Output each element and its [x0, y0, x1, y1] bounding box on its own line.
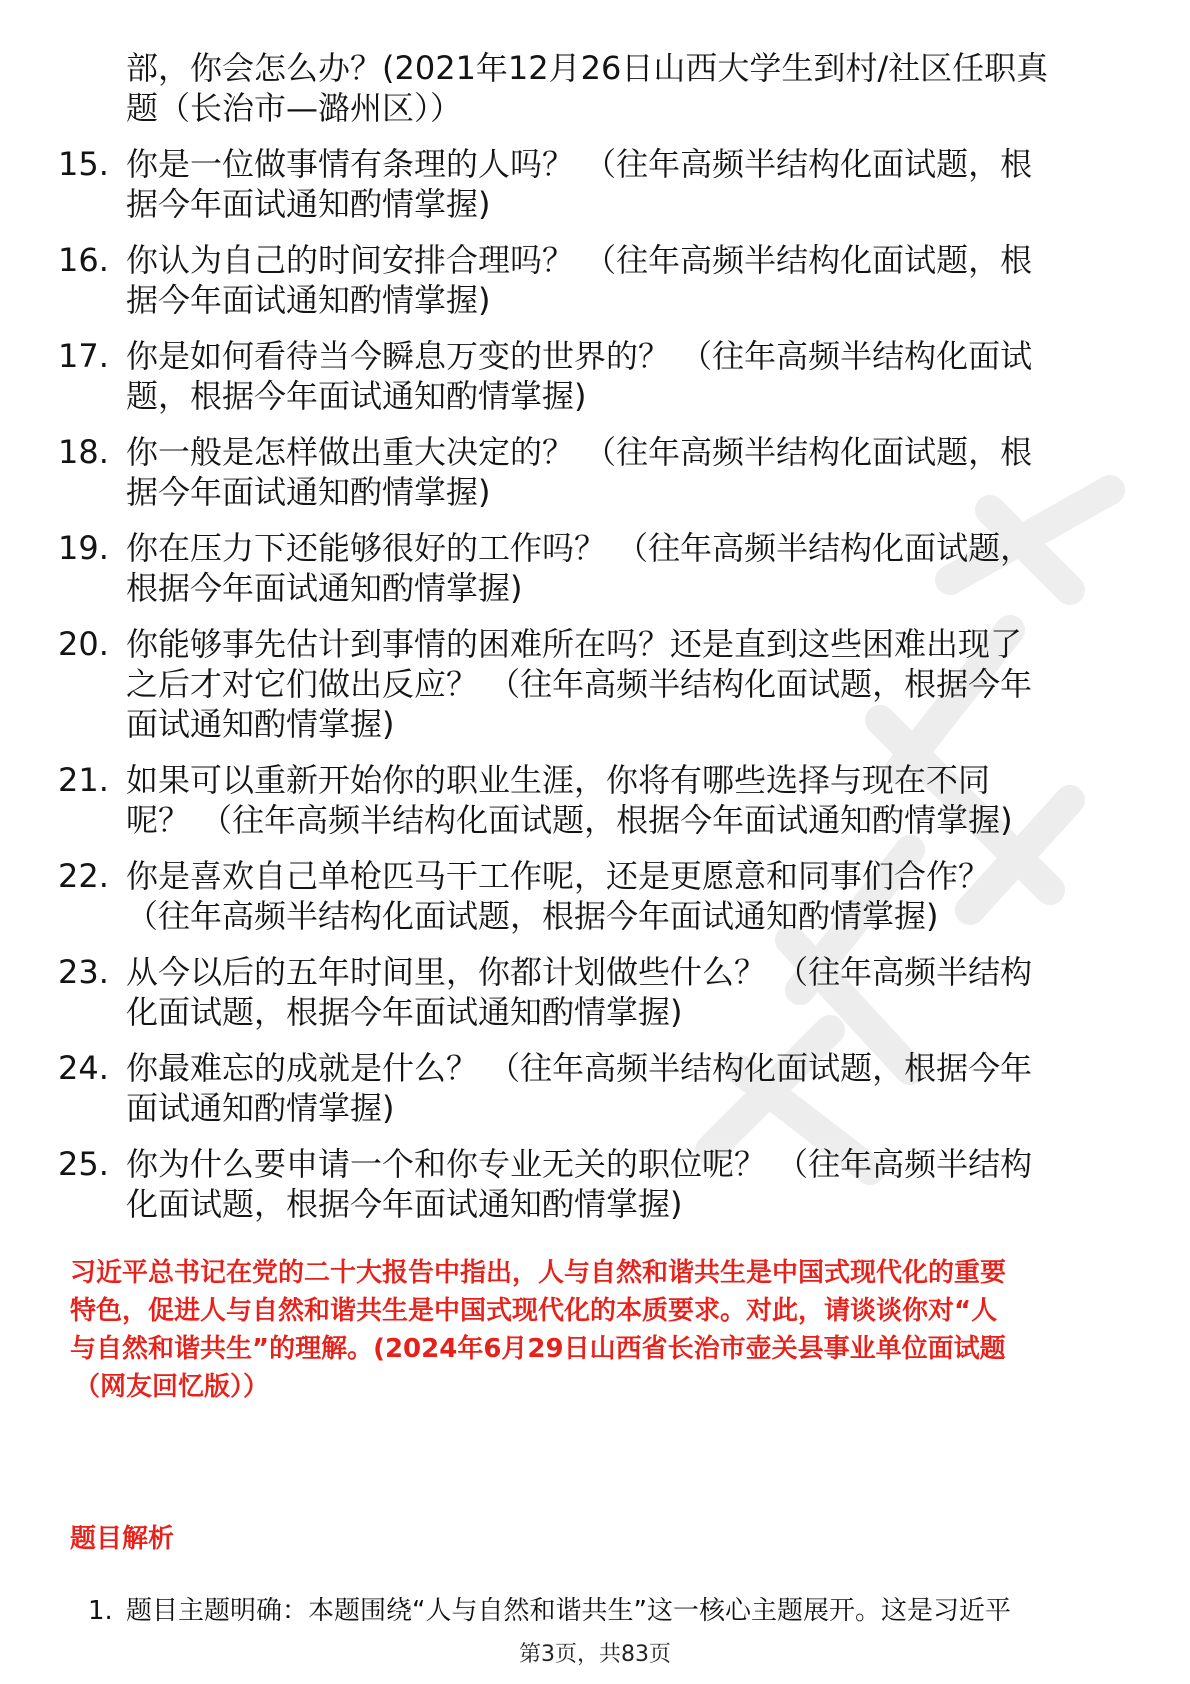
question-number: 20.	[58, 625, 109, 663]
question-text-line: 如果可以重新开始你的职业生涯，你将有哪些选择与现在不同	[126, 761, 991, 799]
question-text-line: 根据今年面试通知酌情掌握)	[126, 569, 523, 607]
question-text-line: 据今年面试通知酌情掌握)	[126, 473, 491, 511]
question-text-line: 题（长治市—潞州区））	[126, 89, 463, 127]
question-text-line: 你一般是怎样做出重大决定的？ （往年高频半结构化面试题，根	[126, 433, 1033, 471]
question-text-line: 你认为自己的时间安排合理吗？ （往年高频半结构化面试题，根	[126, 241, 1033, 279]
analysis-item-number: 1.	[88, 1596, 113, 1626]
question-number: 22.	[58, 857, 109, 895]
analysis-title: 题目解析	[70, 1524, 175, 1554]
analysis-item-text: 题目主题明确：本题围绕“人与自然和谐共生”这一核心主题展开。这是习近平	[126, 1596, 1011, 1626]
question-number: 21.	[58, 761, 109, 799]
question-text-line: 部，你会怎么办？(2021年12月26日山西大学生到村/社区任职真	[126, 49, 1049, 87]
page-footer: 第3页，共83页	[519, 1642, 671, 1667]
question-text-line: 你在压力下还能够很好的工作吗？ （往年高频半结构化面试题，	[126, 529, 1033, 567]
question-text-line: 之后才对它们做出反应？ （往年高频半结构化面试题，根据今年	[126, 665, 1033, 703]
question-text-line: 你能够事先估计到事情的困难所在吗？还是直到这些困难出现了	[126, 625, 1023, 663]
question-text-line: 你为什么要申请一个和你专业无关的职位呢？ （往年高频半结构	[126, 1145, 1033, 1183]
question-text-line: 据今年面试通知酌情掌握)	[126, 185, 491, 223]
question-text-line: 面试通知酌情掌握)	[126, 705, 395, 743]
question-number: 19.	[58, 529, 109, 567]
question-text-line: 你最难忘的成就是什么？ （往年高频半结构化面试题，根据今年	[126, 1049, 1033, 1087]
question-text-line: 题，根据今年面试通知酌情掌握)	[126, 377, 587, 415]
question-text-line: 你是喜欢自己单枪匹马干工作呢，还是更愿意和同事们合作？	[126, 857, 991, 895]
question-text-line: 你是一位做事情有条理的人吗？ （往年高频半结构化面试题，根	[126, 145, 1033, 183]
question-number: 24.	[58, 1049, 109, 1087]
question-text-line: 从今以后的五年时间里，你都计划做些什么？ （往年高频半结构	[126, 953, 1033, 991]
question-text-line: 面试通知酌情掌握)	[126, 1089, 395, 1127]
question-number: 18.	[58, 433, 109, 471]
question-text-line: 据今年面试通知酌情掌握)	[126, 281, 491, 319]
highlight-text-line: 与自然和谐共生”的理解。(2024年6月29日山西省长治市壶关县事业单位面试题	[70, 1334, 1006, 1364]
question-number: 16.	[58, 241, 109, 279]
question-number: 25.	[58, 1145, 109, 1183]
question-number: 17.	[58, 337, 109, 375]
question-text-line: 化面试题，根据今年面试通知酌情掌握)	[126, 1185, 683, 1223]
question-text-line: 你是如何看待当今瞬息万变的世界的？ （往年高频半结构化面试	[126, 337, 1033, 375]
question-text-line: 呢？ （往年高频半结构化面试题，根据今年面试通知酌情掌握)	[126, 801, 1013, 839]
question-text-line: （往年高频半结构化面试题，根据今年面试通知酌情掌握)	[126, 897, 939, 935]
question-number: 23.	[58, 953, 109, 991]
question-text-line: 化面试题，根据今年面试通知酌情掌握)	[126, 993, 683, 1031]
highlight-text-line: 习近平总书记在党的二十大报告中指出，人与自然和谐共生是中国式现代化的重要	[70, 1258, 1007, 1288]
highlight-text-line: （网友回忆版））	[74, 1372, 270, 1402]
question-number: 15.	[58, 145, 109, 183]
highlight-text-line: 特色，促进人与自然和谐共生是中国式现代化的本质要求。对此，请谈谈你对“人	[70, 1296, 998, 1326]
